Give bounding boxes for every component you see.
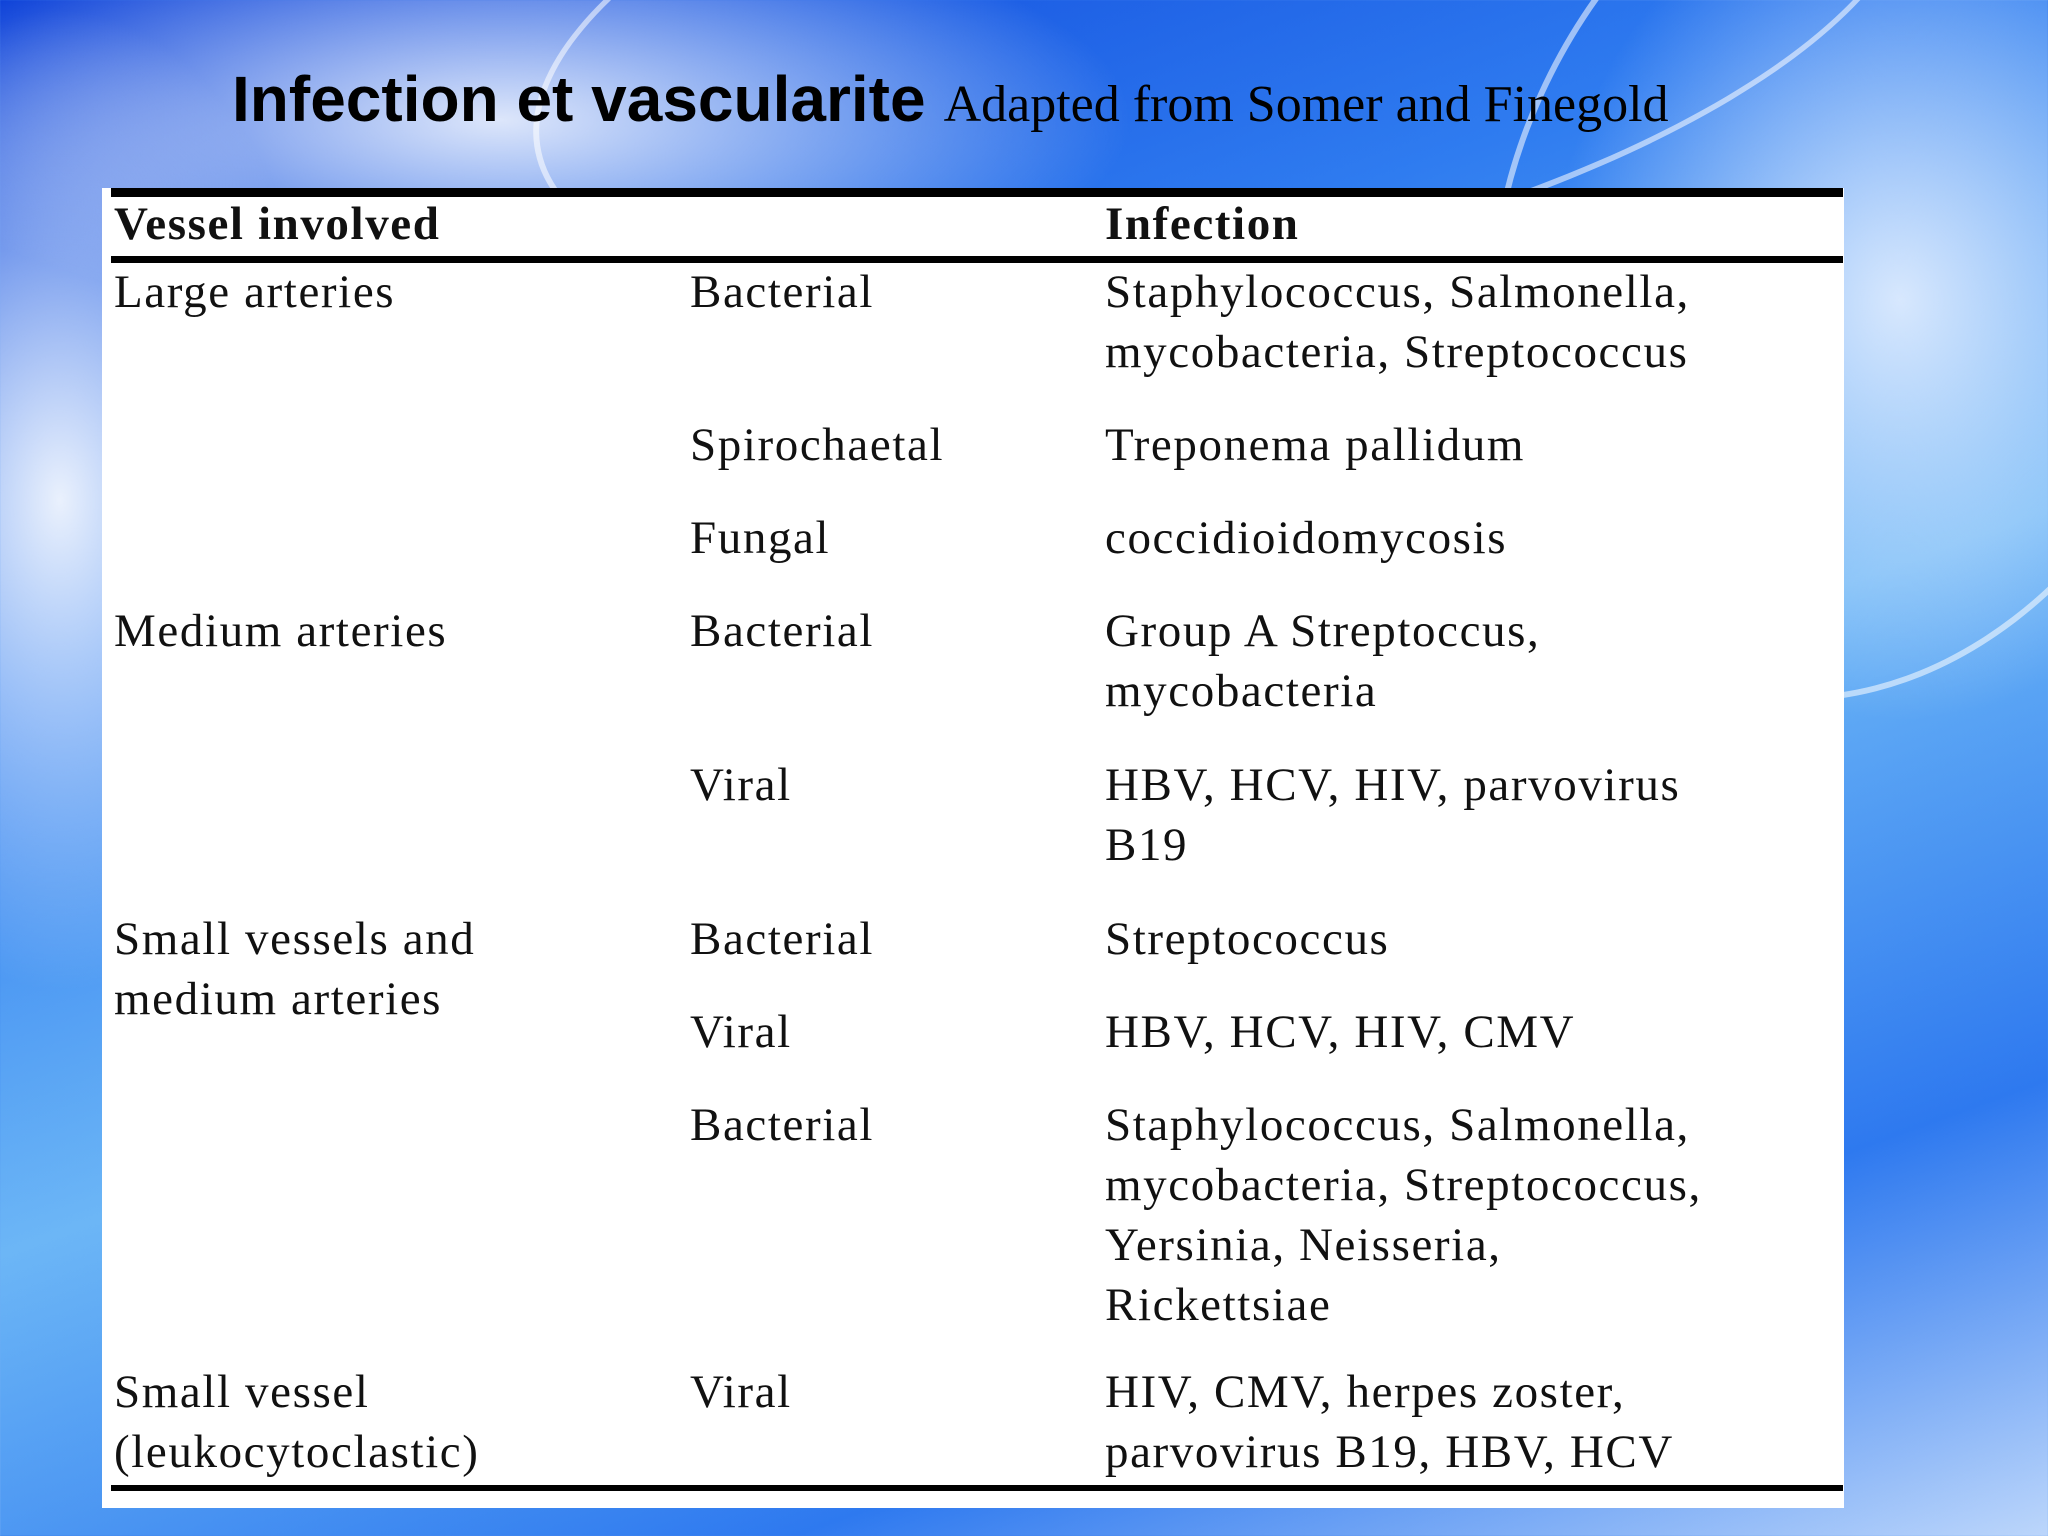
cell-type: Spirochaetal xyxy=(690,419,945,471)
title-source: Adapted from Somer and Finegold xyxy=(943,76,1669,133)
cell-type: Fungal xyxy=(690,512,831,564)
cell-infection: Staphylococcus, Salmonella, mycobacteria, Streptococcus, Yersinia, Neisseria, Rickettsiae xyxy=(1105,1099,1702,1331)
cell-type: Bacterial xyxy=(690,605,875,657)
slide-title xyxy=(232,62,1669,136)
cell-vessel: Small vessel (leukocytoclastic) xyxy=(114,1366,480,1478)
cell-infection: Group A Streptoccus, mycobacteria xyxy=(1105,605,1541,717)
cell-infection: Treponema pallidum xyxy=(1105,419,1525,471)
cell-infection: HBV, HCV, HIV, CMV xyxy=(1105,1006,1576,1058)
cell-infection: coccidioidomycosis xyxy=(1105,512,1508,564)
title-main: Infection et vascularite xyxy=(232,63,926,135)
cell-vessel: Medium arteries xyxy=(114,605,448,657)
cell-type: Viral xyxy=(690,1006,792,1058)
cell-infection: Streptococcus xyxy=(1105,913,1390,965)
header-vessel: Vessel involved xyxy=(114,198,441,250)
cell-infection: HBV, HCV, HIV, parvovirus B19 xyxy=(1105,759,1681,871)
header-infection: Infection xyxy=(1105,198,1300,250)
cell-infection: Staphylococcus, Salmonella, mycobacteria, Streptococcus xyxy=(1105,266,1690,378)
cell-type: Bacterial xyxy=(690,913,875,965)
table-bottom-rule xyxy=(111,1485,1843,1491)
cell-type: Viral xyxy=(690,759,792,811)
cell-type: Viral xyxy=(690,1366,792,1418)
cell-vessel: Large arteries xyxy=(114,266,396,318)
cell-type: Bacterial xyxy=(690,1099,875,1151)
cell-type: Bacterial xyxy=(690,266,875,318)
cell-infection: HIV, CMV, herpes zoster, parvovirus B19, HBV, HCV xyxy=(1105,1366,1674,1478)
cell-vessel: Small vessels and medium arteries xyxy=(114,913,476,1025)
